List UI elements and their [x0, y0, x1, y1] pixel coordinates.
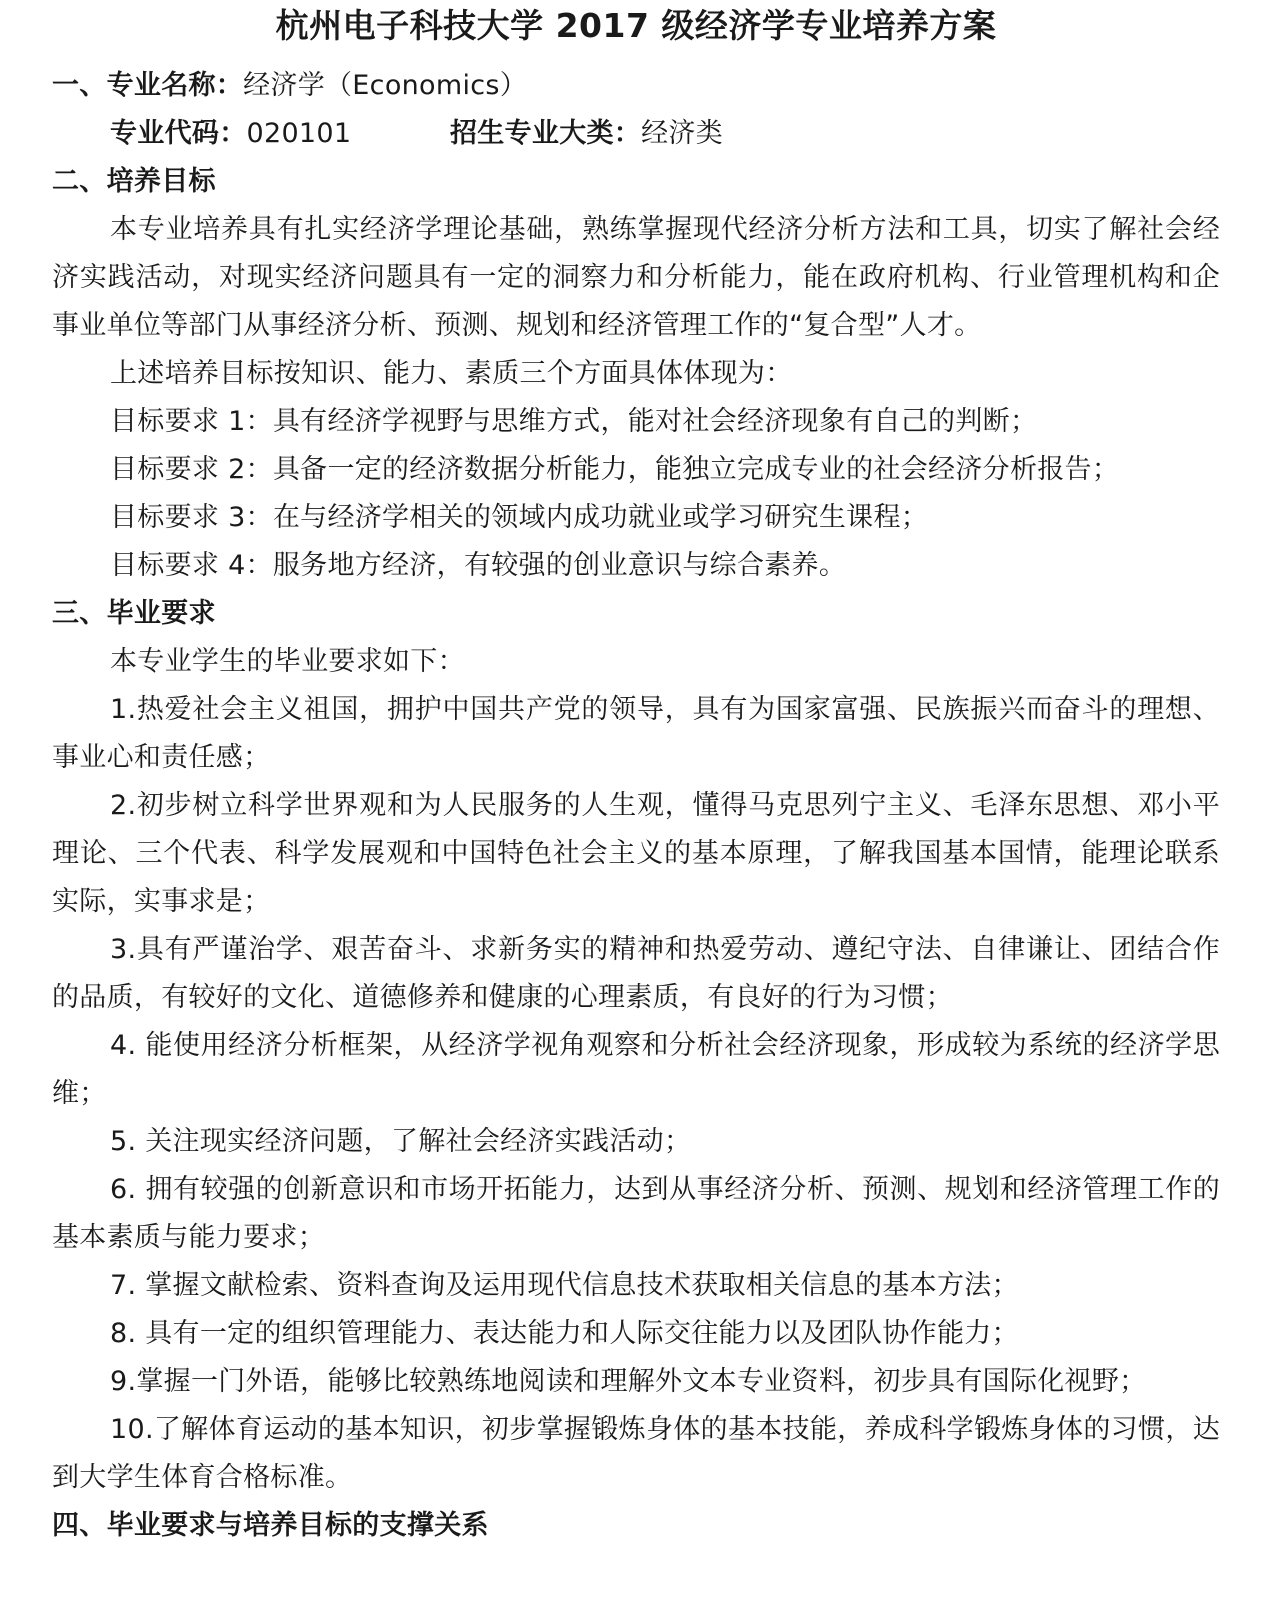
requirement-item-4: 4. 能使用经济分析框架，从经济学视角观察和分析社会经济现象，形成较为系统的经济学思维； [52, 1030, 1220, 1109]
section1-heading: 一、专业名称： [52, 70, 244, 101]
major-name-value: 经济学（Economics） [243, 70, 528, 101]
major-code-line [52, 110, 1220, 158]
objective-goal-3: 目标要求 3：在与经济学相关的领域内成功就业或学习研究生课程； [110, 502, 929, 533]
requirement-item-8: 8. 具有一定的组织管理能力、表达能力和人际交往能力以及团队协作能力； [110, 1318, 1019, 1349]
document-title: 杭州电子科技大学 2017 级经济学专业培养方案 [275, 6, 997, 45]
enrollment-category-label: 招生专业大类： [450, 118, 642, 149]
requirement-item-3: 3.具有严谨治学、艰苦奋斗、求新务实的精神和热爱劳动、遵纪守法、自律谦让、团结合作的品质，有较好的文化、道德修养和健康的心理素质，有良好的行为习惯； [52, 934, 1220, 1013]
objective-goal-2: 目标要求 2：具备一定的经济数据分析能力，能独立完成专业的社会经济分析报告； [110, 454, 1120, 485]
major-name-line [52, 62, 1220, 110]
requirement-item-9: 9.掌握一门外语，能够比较熟练地阅读和理解外文本专业资料，初步具有国际化视野； [110, 1366, 1147, 1397]
requirement-item-1: 1.热爱社会主义祖国，拥护中国共产党的领导，具有为国家富强、民族振兴而奋斗的理想、事业心和责任感； [52, 694, 1220, 773]
objective-goal-4: 目标要求 4：服务地方经济，有较强的创业意识与综合素养。 [110, 550, 847, 581]
training-objective-paragraph: 本专业培养具有扎实经济学理论基础，熟练掌握现代经济分析方法和工具，切实了解社会经济实践活动，对现实经济问题具有一定的洞察力和分析能力，能在政府机构、行业管理机构和企事业单位等部门从事经济分析、预测、规划和经济管理工作的“复合型”人才。 [52, 214, 1220, 341]
requirement-item-7: 7. 掌握文献检索、资料查询及运用现代信息技术获取相关信息的基本方法； [110, 1270, 1019, 1301]
document-page [0, 2, 1272, 1602]
section4-heading: 四、毕业要求与培养目标的支撑关系 [52, 1510, 489, 1541]
major-code-group [110, 110, 450, 158]
objective-goal-1: 目标要求 1：具有经济学视野与思维方式，能对社会经济现象有自己的判断； [110, 406, 1038, 437]
requirement-item-6: 6. 拥有较强的创新意识和市场开拓能力，达到从事经济分析、预测、规划和经济管理工作的基本素质与能力要求； [52, 1174, 1220, 1253]
section2-heading: 二、培养目标 [52, 166, 216, 197]
section3-heading: 三、毕业要求 [52, 598, 216, 629]
major-code-label: 专业代码： [110, 118, 247, 149]
requirement-item-5: 5. 关注现实经济问题，了解社会经济实践活动； [110, 1126, 692, 1157]
requirement-item-10: 10.了解体育运动的基本知识，初步掌握锻炼身体的基本技能，养成科学锻炼身体的习惯，达到大学生体育合格标准。 [52, 1414, 1220, 1493]
requirement-item-2: 2.初步树立科学世界观和为人民服务的人生观，懂得马克思列宁主义、毛泽东思想、邓小平理论、三个代表、科学发展观和中国特色社会主义的基本原理，了解我国基本国情，能理论联系实际，实事求是； [52, 790, 1220, 917]
objective-intro: 上述培养目标按知识、能力、素质三个方面具体体现为： [110, 358, 793, 389]
requirements-intro: 本专业学生的毕业要求如下： [110, 646, 465, 677]
enrollment-category-value: 经济类 [641, 118, 724, 149]
major-code-value: 020101 [246, 118, 352, 149]
